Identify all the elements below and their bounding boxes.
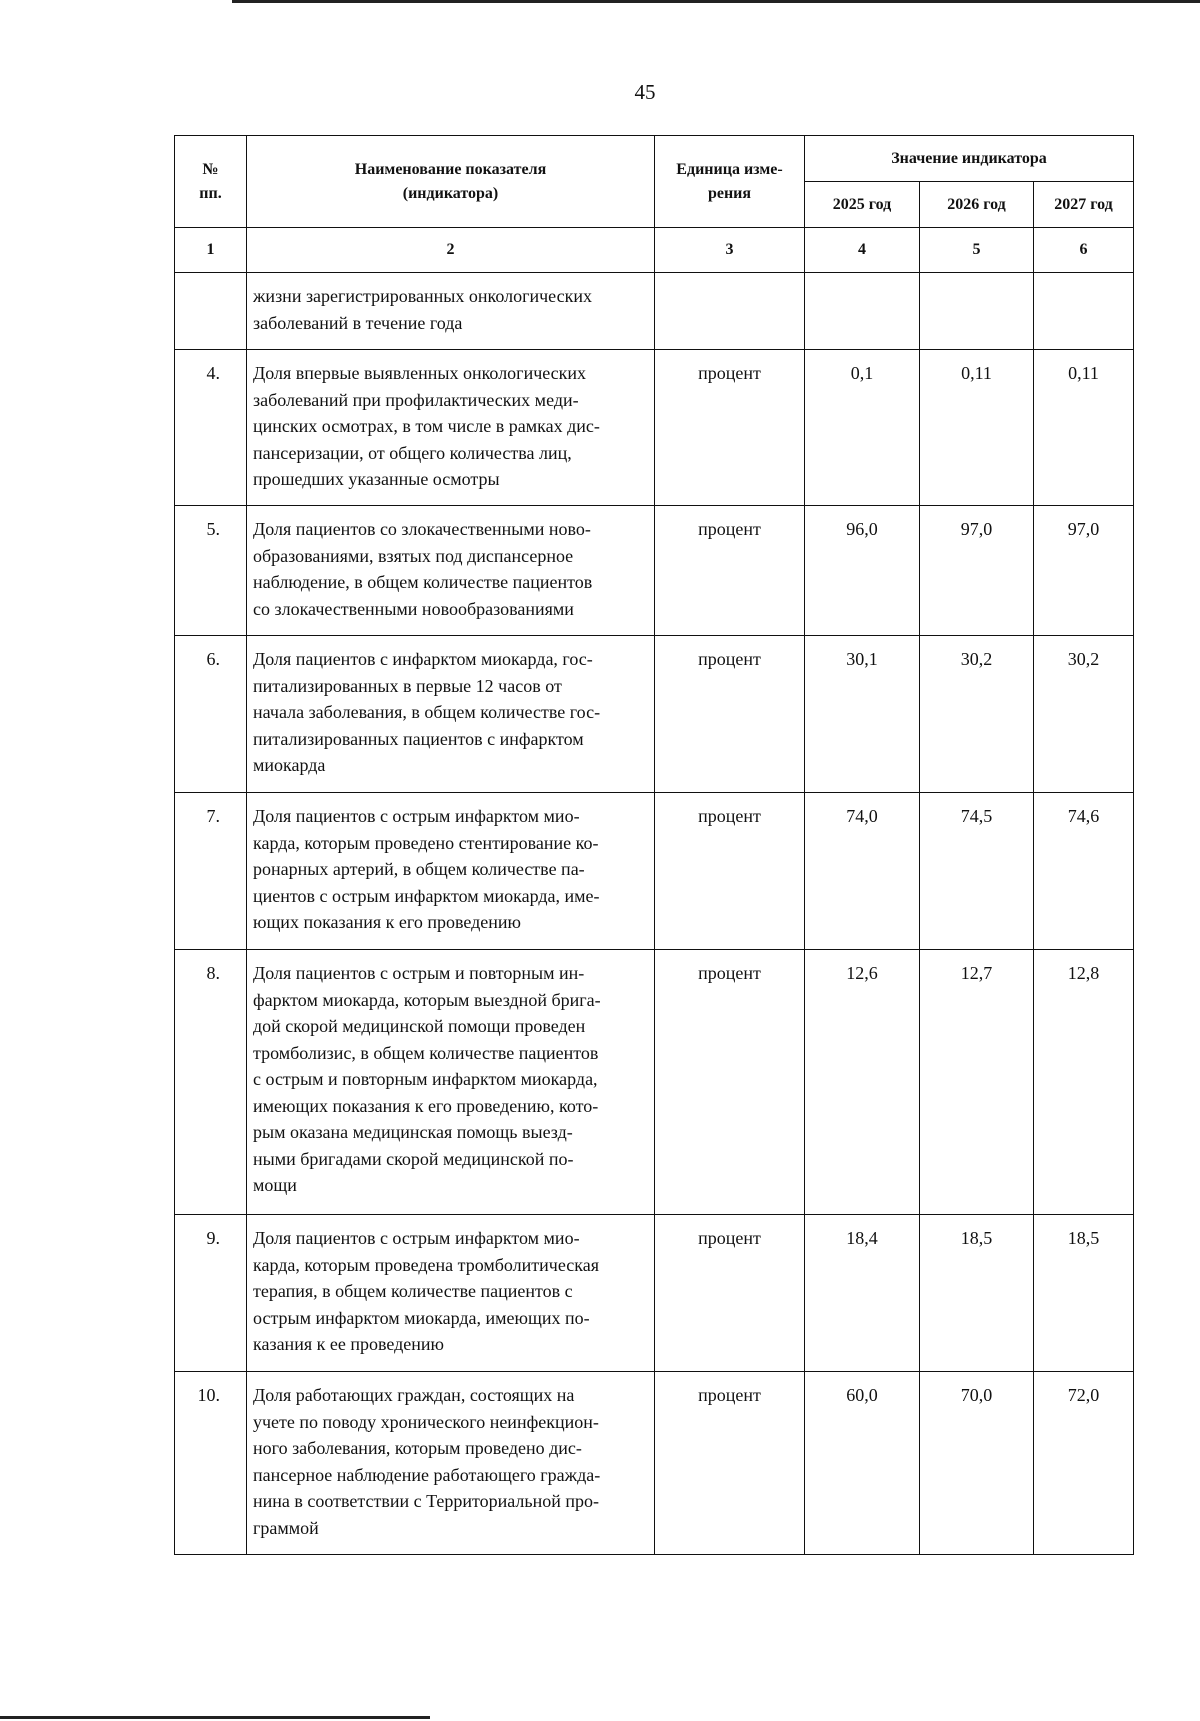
unit-cell: процент [655, 793, 805, 950]
table-row [175, 636, 1134, 793]
header-year-2026: 2026 год [920, 182, 1034, 228]
value-2027: 0,11 [1034, 350, 1134, 506]
unit-cell [655, 273, 805, 350]
indicator-name-line: со злокачественными новообразованиями [253, 598, 574, 619]
indicator-name-line: фарктом миокарда, которым выездной брига- [253, 989, 601, 1010]
indicator-name [247, 1372, 655, 1555]
indicator-name [247, 1215, 655, 1372]
unit-cell: процент [655, 1372, 805, 1555]
page-number: 45 [634, 80, 656, 104]
header-unit-line: рения [707, 184, 752, 202]
value-2027 [1034, 273, 1134, 350]
header-name [247, 136, 655, 228]
value-2025: 0,1 [805, 350, 920, 506]
indicator-name-line: терапия, в общем количестве пациентов с [253, 1281, 573, 1301]
column-number: 4 [805, 228, 920, 273]
indicator-name [247, 636, 655, 793]
value-2025: 60,0 [805, 1372, 920, 1555]
indicator-name-line: рым оказана медицинская помощь выезд- [253, 1122, 573, 1142]
header-value-group: Значение индикатора [805, 136, 1134, 182]
indicator-name-line: Доля впервые выявленных онкологических [253, 363, 587, 383]
unit-cell: процент [655, 350, 805, 506]
row-number: 8. [175, 950, 247, 1215]
row-number: 10. [175, 1372, 247, 1555]
column-number: 1 [175, 228, 247, 273]
indicator-name-line: дой скорой медицинской помощи проведен [253, 1016, 586, 1036]
table-row [175, 793, 1134, 950]
value-2027: 30,2 [1034, 636, 1134, 793]
indicator-name-line: с острым и повторным инфарктом миокарда, [253, 1069, 598, 1089]
indicator-name [247, 273, 655, 350]
indicator-name [247, 950, 655, 1215]
value-2027: 12,8 [1034, 950, 1134, 1215]
header-year-2025: 2025 год [805, 182, 920, 228]
indicator-name-line: мощи [253, 1175, 297, 1195]
indicator-name-line: миокарда [253, 755, 326, 775]
indicator-name-line: имеющих показания к его проведению, кото- [253, 1095, 599, 1116]
value-2027: 72,0 [1034, 1372, 1134, 1555]
indicator-name-line: циентов с острым инфарктом миокарда, име- [253, 885, 600, 906]
indicator-name-line: ного заболевания, которым проведено дис- [253, 1438, 582, 1458]
scan-top-edge [232, 0, 1200, 3]
value-2025: 74,0 [805, 793, 920, 950]
indicator-name [247, 506, 655, 636]
scan-bottom-edge [0, 1716, 430, 1719]
table-row [175, 350, 1134, 506]
indicator-name-line: прошедших указанные осмотры [253, 469, 500, 489]
value-2026: 30,2 [920, 636, 1034, 793]
indicator-name-line: питализированных в первые 12 часов от [253, 675, 562, 696]
indicator-name-line: пансеризации, от общего количества лиц, [253, 442, 572, 463]
indicator-name-line: Доля работающих граждан, состоящих на [253, 1385, 575, 1405]
column-numbers-row [175, 228, 1134, 273]
indicator-name-line: Доля пациентов с острым и повторным ин- [253, 963, 585, 983]
header-num [175, 136, 247, 228]
indicator-name-line: острым инфарктом миокарда, имеющих по- [253, 1307, 590, 1328]
value-2027: 74,6 [1034, 793, 1134, 950]
table-row [175, 1372, 1134, 1555]
header-name-line: (индикатора) [402, 184, 499, 202]
header-num-line: № [202, 160, 219, 178]
value-2026: 70,0 [920, 1372, 1034, 1555]
column-number: 2 [247, 228, 655, 273]
value-2026: 12,7 [920, 950, 1034, 1215]
table-row [175, 273, 1134, 350]
indicator-name [247, 350, 655, 506]
value-2026: 97,0 [920, 506, 1034, 636]
value-2026: 74,5 [920, 793, 1034, 950]
row-number: 4. [175, 350, 247, 506]
indicator-name-line: ющих показания к его проведению [253, 912, 521, 932]
indicator-name-line: Доля пациентов со злокачественными ново- [253, 519, 591, 539]
indicator-name-line: заболеваний при профилактических меди- [253, 389, 579, 410]
indicator-name-line: пансерное наблюдение работающего гражда- [253, 1464, 601, 1485]
row-number: 6. [175, 636, 247, 793]
value-2027: 97,0 [1034, 506, 1134, 636]
indicator-name-line: начала заболевания, в общем количестве гос- [253, 702, 601, 722]
value-2026: 0,11 [920, 350, 1034, 506]
table-row [175, 506, 1134, 636]
value-2027: 18,5 [1034, 1215, 1134, 1372]
header-unit [655, 136, 805, 228]
indicator-name-line: Доля пациентов с острым инфарктом мио- [253, 806, 580, 826]
indicator-name-line: заболеваний в течение года [253, 312, 463, 333]
indicator-name-line: карда, которым проведено стентирование ко- [253, 832, 599, 853]
value-2025: 96,0 [805, 506, 920, 636]
indicator-name-line: казания к ее проведению [253, 1334, 444, 1354]
table-body [175, 273, 1134, 1555]
value-2025 [805, 273, 920, 350]
indicator-name-line: карда, которым проведена тромболитическая [253, 1254, 600, 1275]
indicator-name-line: граммой [253, 1517, 319, 1538]
unit-cell: процент [655, 950, 805, 1215]
indicator-name-line: наблюдение, в общем количестве пациентов [253, 572, 593, 592]
value-2025: 12,6 [805, 950, 920, 1215]
row-number: 7. [175, 793, 247, 950]
indicator-name-line: образованиями, взятых под диспансерное [253, 545, 574, 566]
indicator-name-line: нина в соответствии с Территориальной про- [253, 1491, 600, 1511]
unit-cell: процент [655, 506, 805, 636]
row-number: 5. [175, 506, 247, 636]
unit-cell: процент [655, 1215, 805, 1372]
indicator-name-line: питализированных пациентов с инфарктом [253, 728, 584, 749]
header-num-line: пп. [199, 184, 222, 202]
indicator-name-line: ронарных артерий, в общем количестве па- [253, 859, 585, 879]
indicator-name-line: жизни зарегистрированных онкологических [253, 286, 592, 306]
indicator-name [247, 793, 655, 950]
indicator-table [174, 135, 1134, 1555]
row-number [175, 273, 247, 350]
table-row [175, 950, 1134, 1215]
row-number: 9. [175, 1215, 247, 1372]
value-2025: 30,1 [805, 636, 920, 793]
column-number: 5 [920, 228, 1034, 273]
indicator-name-line: учете по поводу хронического неинфекцион- [253, 1411, 599, 1432]
header-name-line: Наименование показателя [354, 160, 547, 178]
unit-cell: процент [655, 636, 805, 793]
indicator-name-line: тромболизис, в общем количестве пациентов [253, 1042, 599, 1063]
indicator-name-line: Доля пациентов с инфарктом миокарда, гос- [253, 649, 593, 669]
value-2025: 18,4 [805, 1215, 920, 1372]
value-2026: 18,5 [920, 1215, 1034, 1372]
column-number: 6 [1034, 228, 1134, 273]
header-year-2027: 2027 год [1034, 182, 1134, 228]
indicator-name-line: цинских осмотрах, в том числе в рамках дис- [253, 416, 600, 436]
column-number: 3 [655, 228, 805, 273]
table-row [175, 1215, 1134, 1372]
indicator-name-line: ными бригадами скорой медицинской по- [253, 1148, 574, 1169]
value-2026 [920, 273, 1034, 350]
header-unit-line: Единица изме- [676, 160, 783, 178]
indicator-name-line: Доля пациентов с острым инфарктом мио- [253, 1228, 580, 1248]
